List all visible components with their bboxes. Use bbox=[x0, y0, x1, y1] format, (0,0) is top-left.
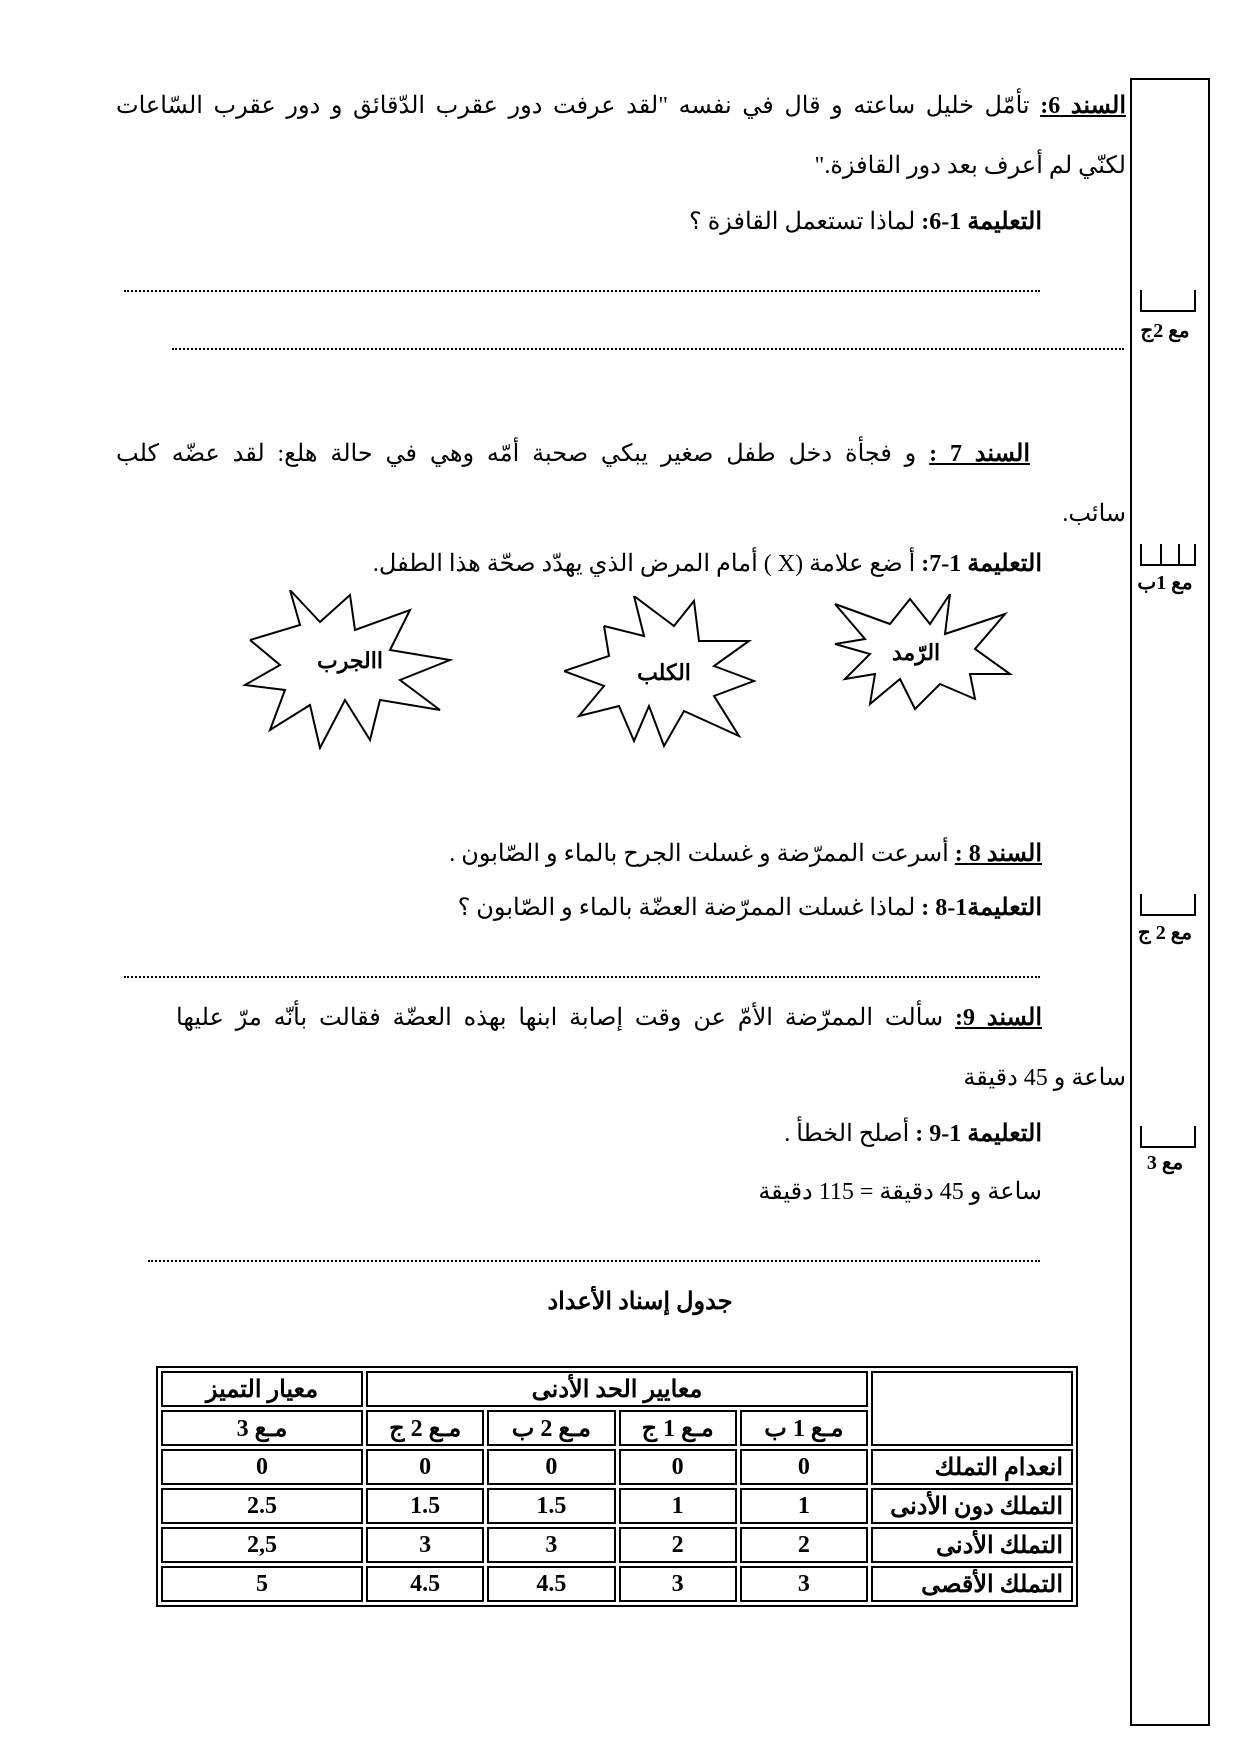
instruction-8-1-label: التعليمة1-8 : bbox=[921, 895, 1042, 921]
table-cell: 4.5 bbox=[487, 1566, 615, 1602]
table-cell: 0 bbox=[487, 1449, 615, 1485]
sanad-8 bbox=[449, 840, 1042, 869]
instruction-8-1 bbox=[458, 894, 1042, 923]
table-cell: 3 bbox=[619, 1566, 737, 1602]
sanad-6-line-2: لكنّي لم أعرف بعد دور القافزة." bbox=[814, 153, 1126, 179]
subheader-cell: مـع 1 ب bbox=[740, 1410, 868, 1446]
instruction-8-1-text: لماذا غسلت الممرّضة العضّة بالماء و الصّابون ؟ bbox=[457, 895, 916, 921]
instruction-9-1-text: أصلح الخطأ . bbox=[784, 1121, 910, 1147]
option-scabies[interactable]: االجرب bbox=[317, 648, 383, 673]
answer-line[interactable] bbox=[124, 290, 1040, 292]
table-row bbox=[161, 1566, 1073, 1602]
score-box-2 bbox=[1140, 544, 1196, 566]
score-box-3 bbox=[1140, 894, 1196, 916]
instruction-6-1-text: لماذا تستعمل القافزة ؟ bbox=[688, 209, 916, 235]
table-cell: 4.5 bbox=[366, 1566, 484, 1602]
sanad-7-text: و فجأة دخل طفل صغير يبكي صحبة أمّه وهي في حالة هلع: لقد عضّه كلب bbox=[116, 441, 917, 467]
table-cell: 3 bbox=[366, 1527, 484, 1563]
score-box-1 bbox=[1140, 290, 1196, 312]
table-cell: 0 bbox=[161, 1449, 363, 1485]
answer-line[interactable] bbox=[148, 1260, 1040, 1262]
sanad-8-label: السند 8 : bbox=[954, 841, 1042, 867]
criterion-label-1: مع 2ج bbox=[1140, 320, 1190, 342]
sanad-7-line-2: سائب. bbox=[1062, 501, 1126, 527]
subheader-cell: مـع 1 ج bbox=[619, 1410, 737, 1446]
sanad-6-label: السند 6: bbox=[1040, 93, 1127, 119]
table-cell: 0 bbox=[619, 1449, 737, 1485]
sanad-9-text: سألت الممرّضة الأمّ عن وقت إصابة ابنها بهذه العضّة فقالت بأنّه مرّ عليها bbox=[176, 1005, 944, 1031]
subheader-cell: مـع 3 bbox=[161, 1410, 363, 1446]
subheader-cell: مـع 2 ب bbox=[487, 1410, 615, 1446]
option-rabies[interactable]: الكلب bbox=[637, 660, 691, 685]
table-cell: 0 bbox=[740, 1449, 868, 1485]
table-cell: 3 bbox=[487, 1527, 615, 1563]
row-label: التملك الأقصى bbox=[871, 1566, 1073, 1602]
sanad-6-text: تأمّل خليل ساعته و قال في نفسه "لقد عرفت دور عقرب الدّقائق و دور عقرب السّاعات bbox=[116, 93, 1030, 119]
table-title: جدول إسناد الأعداد bbox=[547, 1289, 733, 1315]
table-cell: 2.5 bbox=[161, 1488, 363, 1524]
criterion-label-3: مع 2 ج bbox=[1137, 922, 1193, 944]
row-label: التملك الأدنى bbox=[871, 1527, 1073, 1563]
table-cell: 5 bbox=[161, 1566, 363, 1602]
subheader-cell: مـع 2 ج bbox=[366, 1410, 484, 1446]
instruction-6-1-label: التعليمة 1-6: bbox=[921, 209, 1042, 235]
instruction-7-1-label: التعليمة 1-7: bbox=[921, 551, 1042, 577]
option-conjunctivitis[interactable]: الرّمد bbox=[891, 640, 941, 665]
sanad-8-text: أسرعت الممرّضة و غسلت الجرح بالماء و الصّابون . bbox=[449, 841, 949, 867]
table-corner-cell bbox=[871, 1371, 1073, 1446]
grading-table bbox=[156, 1366, 1078, 1607]
table-cell: 1.5 bbox=[487, 1488, 615, 1524]
sanad-9-label: السند 9: bbox=[954, 1005, 1043, 1031]
table-row bbox=[161, 1488, 1073, 1524]
row-label: انعدام التملك bbox=[871, 1449, 1073, 1485]
table-cell: 1 bbox=[740, 1488, 868, 1524]
answer-line[interactable] bbox=[172, 348, 1124, 350]
sanad-9-line-1 bbox=[176, 1004, 1042, 1033]
instruction-9-1 bbox=[784, 1120, 1042, 1149]
table-cell: 1 bbox=[619, 1488, 737, 1524]
instruction-7-1-text: أ ضع علامة (X ) أمام المرض الذي يهدّد صحّة هذا الطفل. bbox=[372, 551, 916, 577]
table-header-row bbox=[161, 1371, 1073, 1407]
score-box-4 bbox=[1140, 1126, 1196, 1148]
table-cell: 0 bbox=[366, 1449, 484, 1485]
instruction-6-1 bbox=[689, 208, 1042, 237]
table-row bbox=[161, 1449, 1073, 1485]
sanad-6-line-1 bbox=[116, 92, 1126, 121]
row-label: التملك دون الأدنى bbox=[871, 1488, 1073, 1524]
criterion-label-4: مع 3 bbox=[1146, 1152, 1184, 1174]
table-cell: 2 bbox=[740, 1527, 868, 1563]
answer-line[interactable] bbox=[124, 976, 1040, 978]
instruction-7-1 bbox=[373, 550, 1042, 579]
table-cell: 2 bbox=[619, 1527, 737, 1563]
instruction-9-1-label: التعليمة 1-9 : bbox=[915, 1121, 1042, 1147]
table-cell: 2,5 bbox=[161, 1527, 363, 1563]
table-cell: 3 bbox=[740, 1566, 868, 1602]
sanad-9-line-2: ساعة و 45 دقيقة bbox=[963, 1065, 1126, 1091]
header-excellence-criterion: معيار التميز bbox=[161, 1371, 363, 1407]
sanad-7-label: السند 7 : bbox=[929, 441, 1031, 467]
table-cell: 1.5 bbox=[366, 1488, 484, 1524]
equation: ساعة و 45 دقيقة = 115 دقيقة bbox=[758, 1179, 1042, 1205]
sanad-7-line-1 bbox=[116, 440, 1030, 469]
header-minimum-criteria: معايير الحد الأدنى bbox=[366, 1371, 868, 1407]
table-row bbox=[161, 1527, 1073, 1563]
criterion-label-2: مع 1ب bbox=[1137, 572, 1193, 594]
